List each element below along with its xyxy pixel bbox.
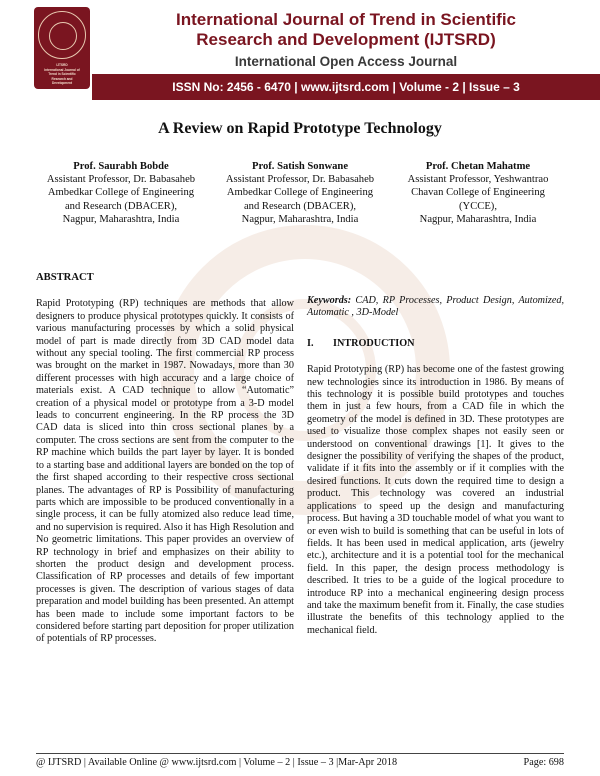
author-name: Prof. Saurabh Bobde xyxy=(73,161,169,172)
author-2: Prof. Satish Sonwane Assistant Professor, Dr. Babasaheb Ambedkar College of Engineering and Research (DBACER), Nagpur, Maharashtra, India xyxy=(205,160,395,226)
abstract-heading: ABSTRACT xyxy=(36,272,94,283)
intro-number: I. xyxy=(307,337,314,349)
page-number: Page: 698 xyxy=(523,757,564,768)
logo-ring xyxy=(38,11,86,59)
abstract-text: Rapid Prototyping (RP) techniques are methods that allow designers to produce physical prototypes quickly. It consists of various manufacturing processes by which a solid physical model of part is made directly from 3D CAD model data without any special tooling. The first commercial RP process was brought on the market in 1987. Nowadays, more than 30 different processes with high accuracy and a large choice of materials exist. A CAD technique to allow “Automatic” creation of a physical model or prototype from a 3-D model leads to concurrent engineering. In the RP process the 3D CAD data is sliced into thin cross sectional planes by a computer. The cross sections are sent from the computer to the RP machine which builds the part layer by layer. It is bonded to a starting base and additional layers are bonded on the top of the first shaped according to their respective cross sectional planes. The advantages of RP is Possibility of manufacturing parts which are impossible to be produced conventionally in a single process, it can be fully atomized also reduce lead time, and no supervision is required. Also it has High Resolution and No geometric limitations. This paper provides an overview of RP technology in brief and emphasizes on their ability to shorten the product design and development process. Classification of RP processes and details of few important processes is given. The description of various stages of data preparation and model building has been presented. An attempt has been made to include some important factors to be considered before starting part deposition for proper utilization of potentials of RP processes. xyxy=(36,298,295,645)
author-3: Prof. Chetan Mahatme Assistant Professor, Yeshwantrao Chavan College of Engineering (YCCE), Nagpur, Maharashtra, India xyxy=(383,160,573,226)
keywords-text: CAD, RP Processes, Product Design, Automized, Automatic , 3D-Model xyxy=(307,295,564,319)
journal-logo xyxy=(34,7,90,89)
intro-heading xyxy=(307,338,564,350)
footer xyxy=(36,756,564,769)
journal-title-line2: Research and Development (IJTSRD) xyxy=(196,30,496,49)
keywords-label: Keywords: xyxy=(307,295,352,306)
author-1: Prof. Saurabh Bobde Assistant Professor, Dr. Babasaheb Ambedkar College of Engineering and Research (DBACER), Nagpur, Maharashtra, India xyxy=(26,160,216,226)
right-column xyxy=(307,295,564,637)
open-access-label: International Open Access Journal xyxy=(234,54,458,69)
logo-text: IJTSRD International Journal of Trend in Scientific Research and Development xyxy=(44,63,80,86)
abstract-section xyxy=(36,272,294,646)
issn-bar: ISSN No: 2456 - 6470 | www.ijtsrd.com | Volume - 2 | Issue – 3 xyxy=(92,74,600,100)
author-name: Prof. Chetan Mahatme xyxy=(425,161,531,172)
footer-citation: @ IJTSRD | Available Online @ www.ijtsrd.com | Volume – 2 | Issue – 3 |Mar-Apr 2018 xyxy=(36,757,398,768)
footer-divider xyxy=(36,753,564,754)
paper-title: A Review on Rapid Prototype Technology xyxy=(158,120,442,137)
intro-heading-text: INTRODUCTION xyxy=(333,337,415,349)
author-name: Prof. Satish Sonwane xyxy=(251,161,349,172)
journal-title-line1: International Journal of Trend in Scientific xyxy=(175,10,517,29)
journal-title xyxy=(96,10,596,50)
intro-text: Rapid Prototyping (RP) has become one of the fastest growing new technologies since its introduction in 1986. By means of this technology it is possible build prototypes and touches them in just a few hours, from a CAD file in which the geometry of the model is defined in 3D. These prototypes are used to visualize those complex shapes not easily seen or understood on conventional drawings [1]. It gives to the designer the possibility of verifying the shapes of the product, validate if it fits into the assembly or if it complies with the desired functions. It cuts down the required time to design a product. This technology was covered an industrial applications to speed up the design and manufacturing process. But having a 3D touchable model of what you want to or even wish to build is something that can be useful in lots of fields. It has been used in medical application, arts (jewelry etc.), architecture and it is a potential tool for the mechanical field. In this paper, the design process methodology is described. It tries to be a guide of the logical procedure to introduce RP into a mechanical engineering design process and take the maximum benefit from it. Finally, the case studies illustrate the benefits of this technology applied to the mechanical field. xyxy=(307,364,564,636)
logo-inner-ring xyxy=(49,22,77,50)
keywords xyxy=(307,295,564,320)
